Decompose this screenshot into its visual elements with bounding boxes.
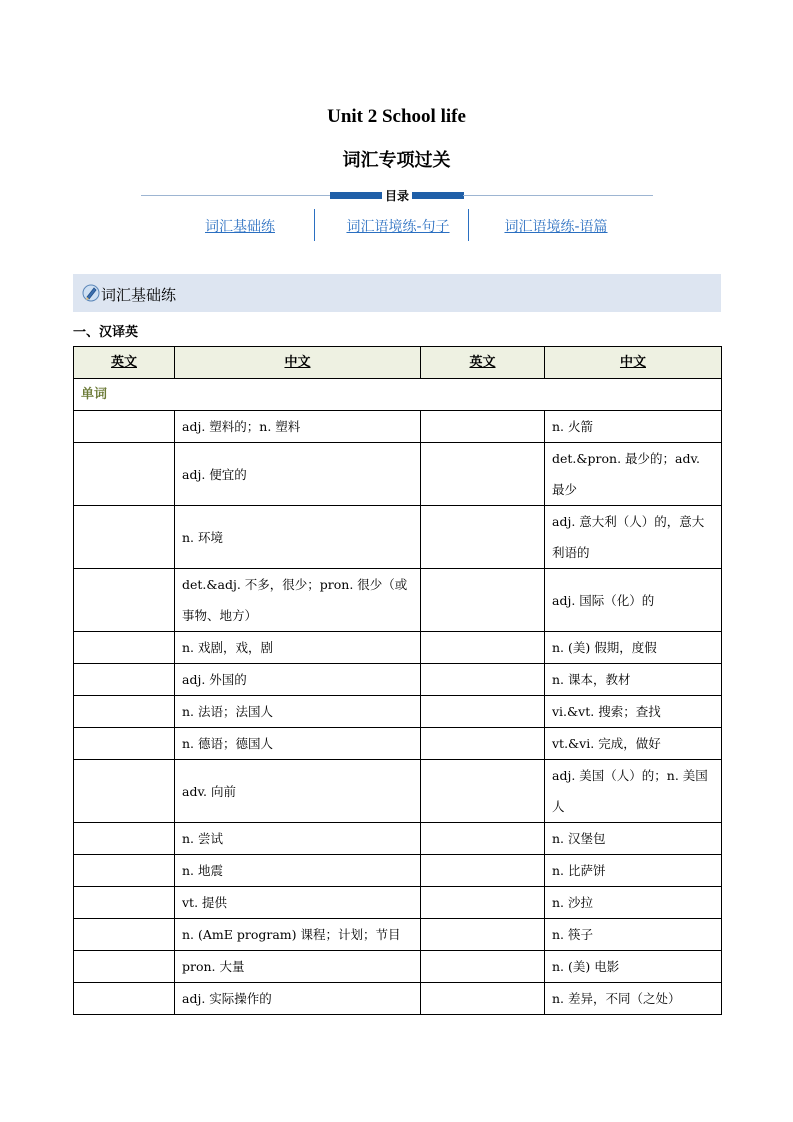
chinese-definition: det.&adj. 不多，很少；pron. 很少（或事物、地方） (175, 569, 421, 632)
answer-blank[interactable] (74, 443, 175, 506)
answer-blank[interactable] (74, 728, 175, 760)
answer-blank[interactable] (421, 823, 545, 855)
table-row (74, 506, 722, 569)
table-header-row (74, 347, 722, 379)
answer-blank[interactable] (74, 569, 175, 632)
chinese-definition: n. 筷子 (545, 919, 722, 951)
toc-label: 目录 (382, 187, 412, 204)
chinese-definition: n. (AmE program) 课程；计划；节目 (175, 919, 421, 951)
table-row (74, 632, 722, 664)
section-header (73, 274, 721, 312)
answer-blank[interactable] (74, 411, 175, 443)
answer-blank[interactable] (421, 569, 545, 632)
table-row (74, 696, 722, 728)
document-subtitle: 词汇专项过关 (342, 150, 451, 171)
toc-divider-left (141, 195, 331, 196)
chinese-definition: adj. 塑料的；n. 塑料 (175, 411, 421, 443)
table-row (74, 664, 722, 696)
answer-blank[interactable] (421, 664, 545, 696)
toc-link-vocab-passage[interactable]: 词汇语境练-语篇 (504, 219, 608, 235)
chinese-definition: vt. 提供 (175, 887, 421, 919)
chinese-definition: adv. 向前 (175, 760, 421, 823)
header-chinese: 中文 (175, 347, 421, 379)
chinese-definition: n. (美) 电影 (545, 951, 722, 983)
toc-separator (314, 209, 315, 241)
chinese-definition: adj. 国际（化）的 (545, 569, 722, 632)
answer-blank[interactable] (74, 696, 175, 728)
toc-link-vocab-sentence[interactable]: 词汇语境练-句子 (346, 219, 450, 235)
answer-blank[interactable] (74, 632, 175, 664)
chinese-definition: n. (美) 假期，度假 (545, 632, 722, 664)
table-row (74, 823, 722, 855)
answer-blank[interactable] (74, 506, 175, 569)
chinese-definition: n. 德语；德国人 (175, 728, 421, 760)
answer-blank[interactable] (421, 411, 545, 443)
table-row (74, 569, 722, 632)
answer-blank[interactable] (421, 506, 545, 569)
toc-bar-left (330, 192, 382, 199)
table-row (74, 887, 722, 919)
toc-bar-right (412, 192, 464, 199)
toc-link-vocab-basic[interactable]: 词汇基础练 (205, 219, 275, 235)
chinese-definition: n. 环境 (175, 506, 421, 569)
vocab-table (73, 346, 722, 1015)
answer-blank[interactable] (74, 823, 175, 855)
chinese-definition: n. 火箭 (545, 411, 722, 443)
chinese-definition: adj. 外国的 (175, 664, 421, 696)
group-row (74, 379, 722, 411)
answer-blank[interactable] (421, 983, 545, 1015)
table-row (74, 855, 722, 887)
header-english: 英文 (421, 347, 545, 379)
table-row (74, 919, 722, 951)
table-row (74, 951, 722, 983)
chinese-definition: n. 课本，教材 (545, 664, 722, 696)
table-row (74, 411, 722, 443)
answer-blank[interactable] (74, 887, 175, 919)
chinese-definition: det.&pron. 最少的；adv. 最少 (545, 443, 722, 506)
chinese-definition: n. 汉堡包 (545, 823, 722, 855)
table-row (74, 760, 722, 823)
answer-blank[interactable] (421, 951, 545, 983)
chinese-definition: adj. 便宜的 (175, 443, 421, 506)
chinese-definition: n. 尝试 (175, 823, 421, 855)
group-label: 单词 (74, 379, 722, 411)
table-row (74, 443, 722, 506)
answer-blank[interactable] (421, 919, 545, 951)
answer-blank[interactable] (421, 696, 545, 728)
pen-icon (81, 283, 101, 303)
chinese-definition: vi.&vt. 搜索；查找 (545, 696, 722, 728)
answer-blank[interactable] (421, 632, 545, 664)
answer-blank[interactable] (74, 919, 175, 951)
answer-blank[interactable] (74, 951, 175, 983)
answer-blank[interactable] (421, 760, 545, 823)
chinese-definition: n. 差异，不同（之处） (545, 983, 722, 1015)
table-row (74, 983, 722, 1015)
header-chinese: 中文 (545, 347, 722, 379)
chinese-definition: vt.&vi. 完成，做好 (545, 728, 722, 760)
answer-blank[interactable] (74, 664, 175, 696)
chinese-definition: adj. 实际操作的 (175, 983, 421, 1015)
chinese-definition: pron. 大量 (175, 951, 421, 983)
answer-blank[interactable] (74, 855, 175, 887)
chinese-definition: adj. 意大利（人）的，意大利语的 (545, 506, 722, 569)
chinese-definition: n. 比萨饼 (545, 855, 722, 887)
toc-separator (468, 209, 469, 241)
chinese-definition: n. 法语；法国人 (175, 696, 421, 728)
chinese-definition: n. 戏剧，戏，剧 (175, 632, 421, 664)
table-row (74, 728, 722, 760)
chinese-definition: n. 沙拉 (545, 887, 722, 919)
section-title: 词汇基础练 (101, 286, 177, 304)
chinese-definition: adj. 美国（人）的；n. 美国人 (545, 760, 722, 823)
answer-blank[interactable] (421, 855, 545, 887)
toc-divider-right (463, 195, 653, 196)
document-title: Unit 2 School life (327, 106, 466, 127)
chinese-definition: n. 地震 (175, 855, 421, 887)
answer-blank[interactable] (421, 887, 545, 919)
part-heading: 一、汉译英 (73, 325, 139, 340)
answer-blank[interactable] (421, 728, 545, 760)
header-english: 英文 (74, 347, 175, 379)
answer-blank[interactable] (421, 443, 545, 506)
answer-blank[interactable] (74, 983, 175, 1015)
answer-blank[interactable] (74, 760, 175, 823)
